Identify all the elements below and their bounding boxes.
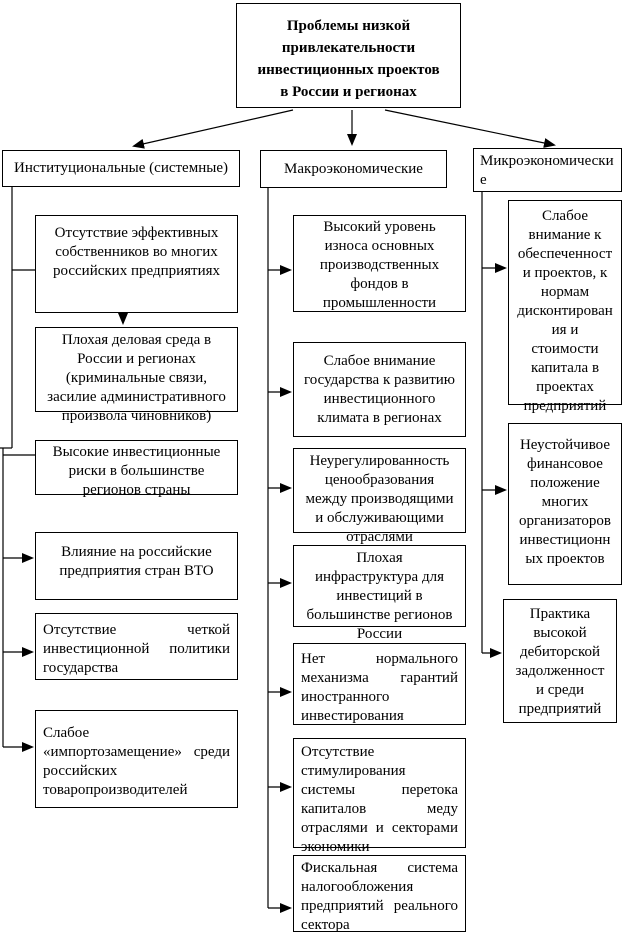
column-header-macroeconomic: Макроэкономические xyxy=(260,150,447,188)
box-institutional-wto-influence: Влияние на российские предприятия стран ВТО xyxy=(35,532,238,600)
diagram-title: Проблемы низкой привлекательности инвестиционных проектов в России и регионах xyxy=(236,3,461,108)
box-institutional-bad-business-environment: Плохая деловая среда в России и регионах (криминальные связи, засилие административного произвола чиновников) xyxy=(35,327,238,412)
column-header-microeconomic: Микроэкономические xyxy=(473,148,622,192)
box-macro-weak-state-attention: Слабое внимание государства к развитию инвестиционного климата в регионах xyxy=(293,342,466,437)
box-macro-unregulated-pricing: Неурегулированность ценообразования между производящими и обслуживающими отраслями xyxy=(293,448,466,533)
box-macro-no-capital-flow-stimulus: Отсутствие стимулирования системы перетока капиталов меду отраслями и секторами экономики xyxy=(293,738,466,848)
box-macro-fiscal-tax-system: Фискальная система налогообложения предприятий реального сектора xyxy=(293,855,466,932)
box-macro-worn-production-funds: Высокий уровень износа основных производственных фондов в промышленности xyxy=(293,215,466,312)
box-micro-unstable-financial-position: Неустойчивое финансовое положение многих организаторов инвестиционн ых проектов xyxy=(508,423,622,585)
box-micro-weak-attention-to-project-security: Слабое внимание к обеспеченност и проектов, к нормам дисконтирован ия и стоимости капитала в проектах предприятий xyxy=(508,200,622,405)
box-institutional-no-effective-owners: Отсутствие эффективных собственников во многих российских предприятиях xyxy=(35,215,238,313)
box-macro-poor-infrastructure: Плохая инфраструктура для инвестиций в большинстве регионов России xyxy=(293,545,466,627)
box-institutional-weak-import-substitution: Слабое «импортозамещение» среди российских товаропроизводителей xyxy=(35,710,238,808)
box-institutional-high-investment-risks: Высокие инвестиционные риски в большинстве регионов страны xyxy=(35,440,238,495)
box-macro-no-foreign-investment-guarantees: Нет нормального механизма гарантий иностранного инвестирования xyxy=(293,643,466,725)
column-header-institutional: Институциональные (системные) xyxy=(2,150,240,187)
arrow-title-to-micro xyxy=(385,110,554,145)
box-micro-receivables-practice: Практика высокой дебиторской задолженност и среди предприятий xyxy=(503,599,617,723)
arrow-title-to-institutional xyxy=(134,110,293,146)
box-institutional-no-clear-state-policy: Отсутствие четкой инвестиционной политики государства xyxy=(35,613,238,680)
